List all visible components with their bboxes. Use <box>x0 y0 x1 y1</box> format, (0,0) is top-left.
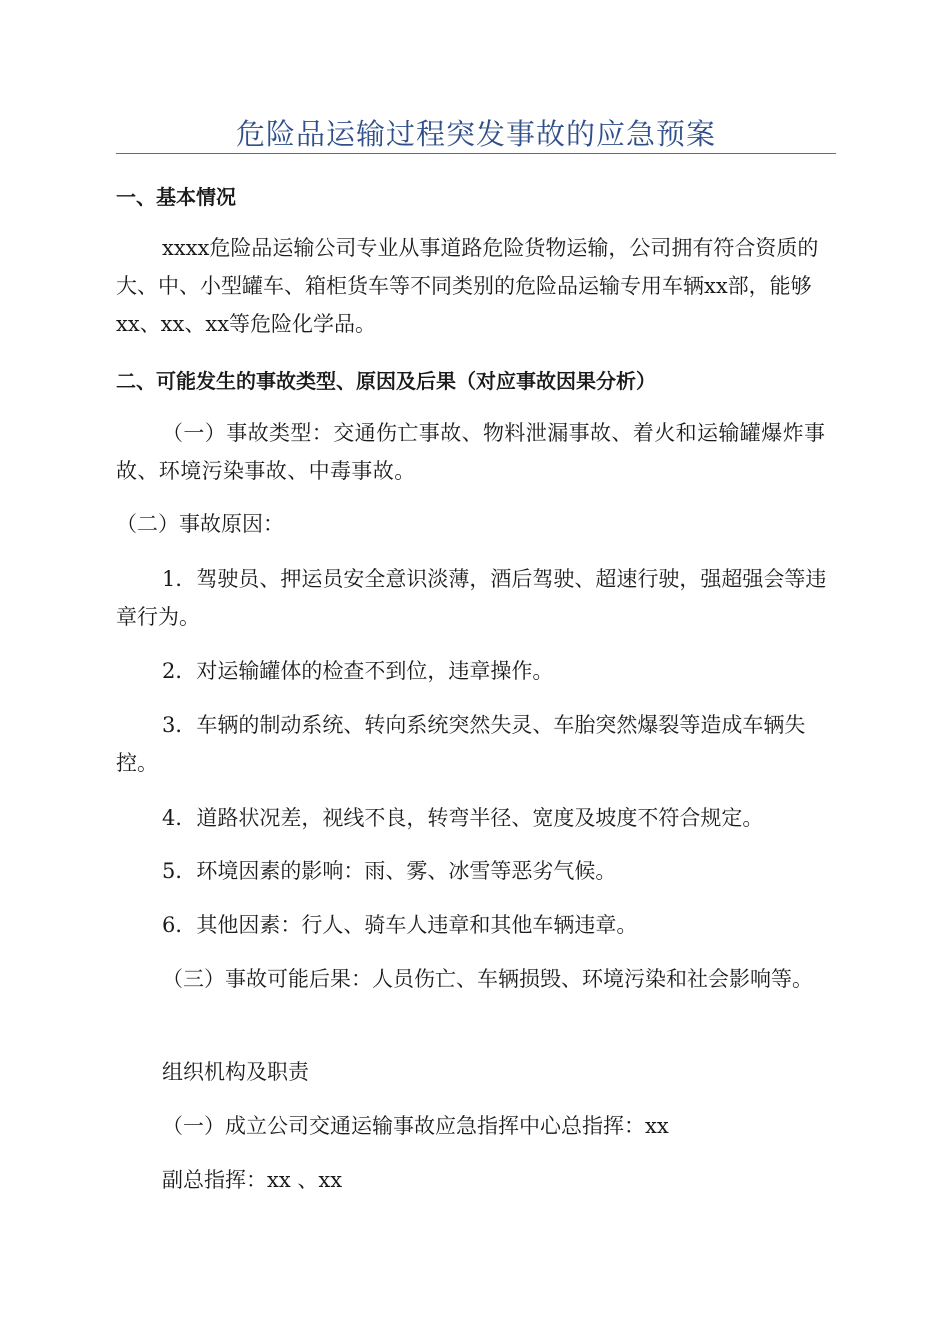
section-heading-accident-types: 二、可能发生的事故类型、原因及后果（对应事故因果分析） <box>116 369 656 393</box>
org-item-1: （一）成立公司交通运输事故应急指挥中心总指挥：xx <box>162 1114 669 1138</box>
accident-causes-heading: （二）事故原因： <box>116 512 284 536</box>
document-title: 危险品运输过程突发事故的应急预案 <box>235 117 716 151</box>
cause-item-4: 4．道路状况差，视线不良，转弯半径、宽度及坡度不符合规定。 <box>162 806 764 830</box>
accident-types-paragraph: （一）事故类型：交通伤亡事故、物料泄漏事故、着火和运输罐爆炸事故、环境污染事故、中毒事故。 <box>116 421 826 483</box>
title-underline <box>116 153 836 154</box>
cause-item-3: 3．车辆的制动系统、转向系统突然失灵、车胎突然爆裂等造成车辆失控。 <box>116 713 806 775</box>
section-heading-basic-info: 一、基本情况 <box>116 185 236 209</box>
basic-info-paragraph: xxxx危险品运输公司专业从事道路危险货物运输，公司拥有符合资质的大、中、小型罐车、箱柜货车等不同类别的危险品运输专用车辆xx部，能够xx、xx、xx等危险化学品。 <box>116 236 819 336</box>
cause-item-1: 1．驾驶员、押运员安全意识淡薄，酒后驾驶、超速行驶，强超强会等违章行为。 <box>116 567 827 629</box>
cause-item-5: 5．环境因素的影响：雨、雾、冰雪等恶劣气候。 <box>162 859 617 883</box>
cause-item-2: 2．对运输罐体的检查不到位，违章操作。 <box>162 659 554 683</box>
deputy-commander-line: 副总指挥：xx 、xx <box>162 1168 343 1192</box>
org-structure-heading: 组织机构及职责 <box>162 1060 309 1084</box>
cause-item-6: 6．其他因素：行人、骑车人违章和其他车辆违章。 <box>162 913 638 937</box>
accident-consequences-paragraph: （三）事故可能后果：人员伤亡、车辆损毁、环境污染和社会影响等。 <box>162 967 813 991</box>
